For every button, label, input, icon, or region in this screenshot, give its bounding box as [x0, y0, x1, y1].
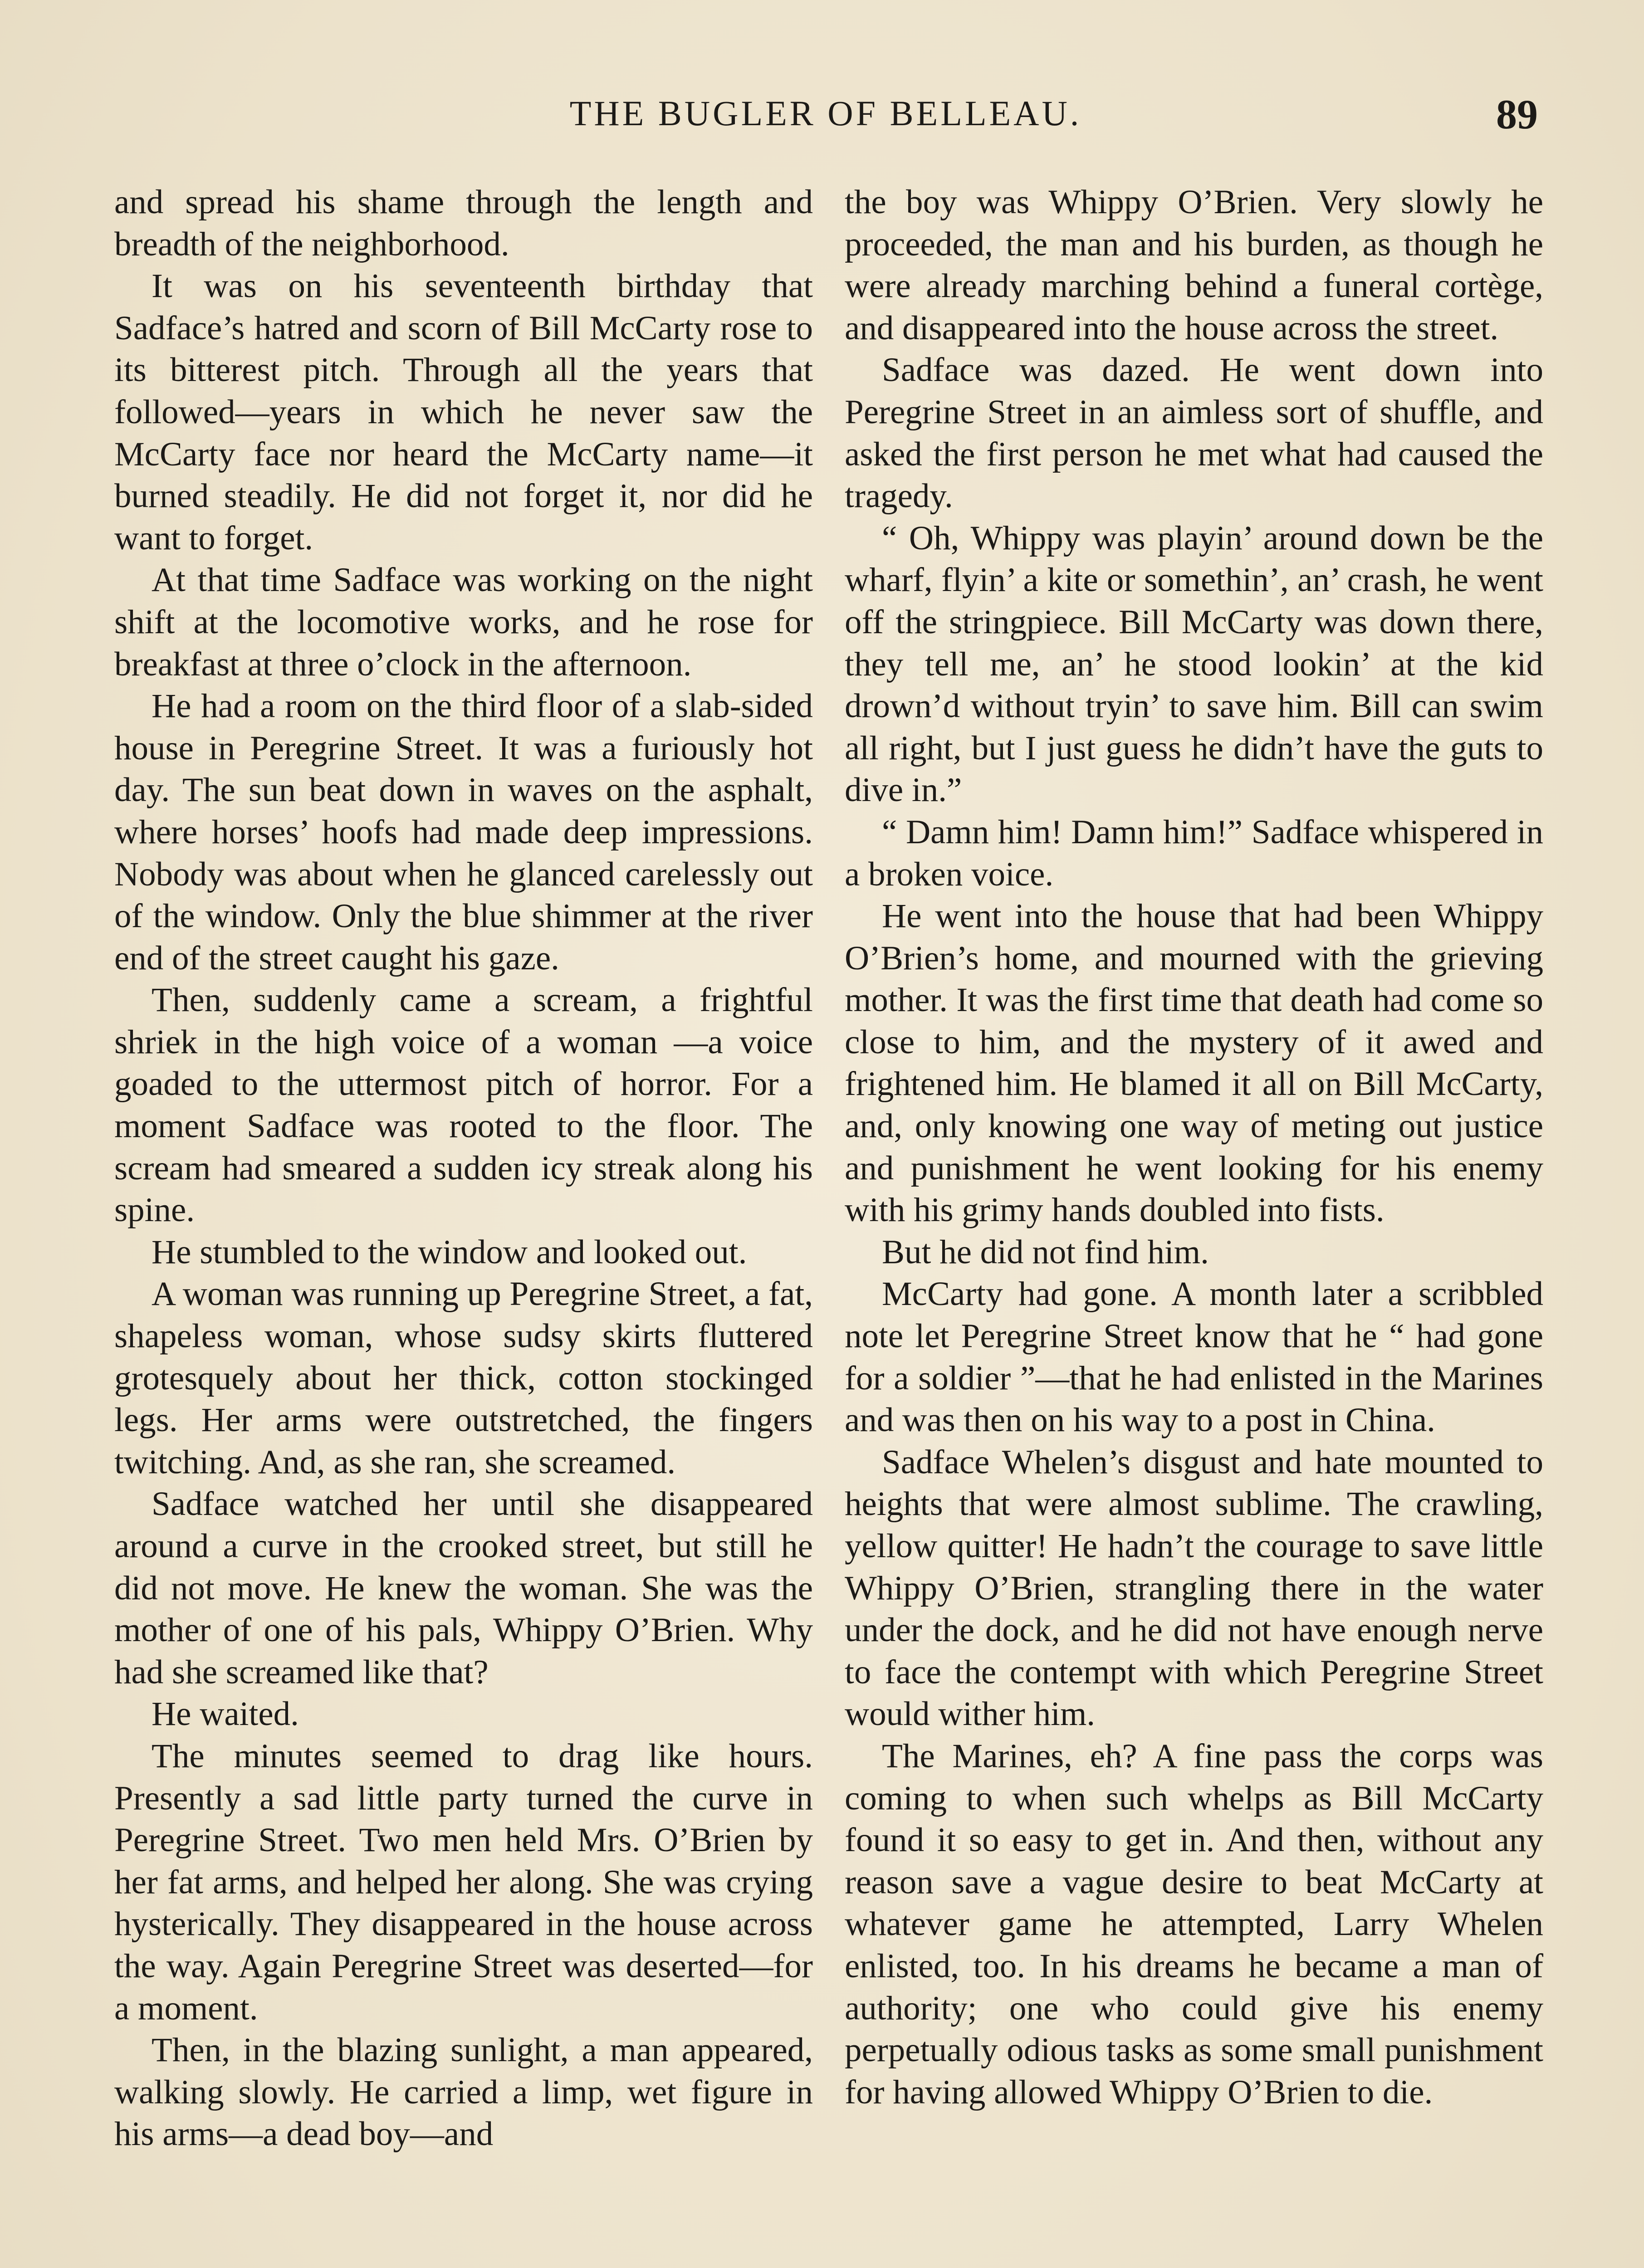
paragraph: He waited. — [152, 1695, 299, 1733]
paragraph: At that time Sadface was working on the night shift at the locomotive works, and he rose for breakfast at three o’clock in the afternoon. — [114, 561, 813, 683]
paragraph: He had a room on the third floor of a slab-sided house in Peregrine Street. It was a furiously hot day. The sun beat down in waves on the asphalt, where horses’ hoofs had made deep impressions. Nobody was about when he glanced carelessly out of the window. Only the blue shimmer at the river end of the street caught his gaze. — [114, 687, 813, 977]
page-number: 89 — [1496, 91, 1538, 137]
paragraph: Sadface was dazed. He went down into Peregrine Street in an aimless sort of shuffle, and asked the first person he met what had caused the tragedy. — [845, 351, 1543, 515]
paragraph: He went into the house that had been Whippy O’Brien’s home, and mourned with the grieving mother. It was the first time that death had come so close to him, and the mystery of it awed and frightened him. He blamed it all on Bill McCarty, and, only knowing one way of meting out justice and punishment he went looking for his enemy with his grimy hands doubled into fists. — [845, 897, 1543, 1229]
paragraph: The minutes seemed to drag like hours. Presently a sad little party turned the curve in Peregrine Street. Two men held Mrs. O’Brien by her fat arms, and helped her along. She was crying hysterically. They disappeared in the house across the way. Again Peregrine Street was deserted—for a moment. — [114, 1737, 813, 2027]
paragraph: the boy was Whippy O’Brien. Very slowly he proceeded, the man and his burden, as though he were already marching behind a funeral cortège, and disappeared into the house across the street. — [845, 183, 1543, 347]
paragraph: “ Damn him! Damn him!” Sadface whispered in a broken voice. — [845, 813, 1543, 893]
paragraph: The Marines, eh? A fine pass the corps was coming to when such whelps as Bill McCarty found it so easy to get in. And then, without any reason save a vague desire to beat McCarty at whatever game he attempted, Larry Whelen enlisted, too. In his dreams he became a man of authority; one who could give his enemy perpetually odious tasks as some small punishment for having allowed Whippy O’Brien to die. — [845, 1737, 1543, 2111]
running-title: THE BUGLER OF BELLEAU. — [569, 93, 1082, 133]
paragraph: But he did not find him. — [882, 1233, 1209, 1271]
paragraph: Sadface watched her until she disappeared around a curve in the crooked street, but still he did not move. He knew the woman. She was the mother of one of his pals, Whippy O’Brien. Why had she screamed like that? — [114, 1485, 813, 1691]
paragraph: It was on his seventeenth birthday that Sadface’s hatred and scorn of Bill McCarty rose to its bitterest pitch. Through all the years that followed—years in which he never saw the McCarty face nor heard the McCarty name—it burned steadily. He did not forget it, nor did he want to forget. — [114, 267, 813, 557]
paragraph: and spread his shame through the length and breadth of the neighborhood. — [114, 183, 813, 263]
paragraph: He stumbled to the window and looked out. — [152, 1233, 747, 1271]
paragraph: A woman was running up Peregrine Street, a fat, shapeless woman, whose sudsy skirts fluttered grotesquely about her thick, cotton stockinged legs. Her arms were outstretched, the fingers twitching. And, as she ran, she screamed. — [114, 1275, 813, 1481]
paragraph: “ Oh, Whippy was playin’ around down be the wharf, flyin’ a kite or somethin’, an’ crash, he went off the stringpiece. Bill McCarty was down there, they tell me, an’ he stood lookin’ at the kid drown’d without tryin’ to save him. Bill can swim all right, but I just guess he didn’t have the guts to dive in.” — [845, 519, 1543, 809]
paragraph: Then, suddenly came a scream, a frightful shriek in the high voice of a woman —a voice goaded to the uttermost pitch of horror. For a moment Sadface was rooted to the floor. The scream had smeared a sudden icy streak along his spine. — [114, 981, 813, 1229]
paragraph: Then, in the blazing sunlight, a man appeared, walking slowly. He carried a limp, wet figure in his arms—a dead boy—and — [114, 2031, 813, 2153]
page-header — [109, 93, 1542, 143]
paragraph: McCarty had gone. A month later a scribbled note let Peregrine Street know that he “ had gone for a soldier ”—that he had enlisted in the Marines and was then on his way to a post in China. — [845, 1275, 1543, 1439]
left-column — [114, 181, 813, 2156]
paragraph: Sadface Whelen’s disgust and hate mounted to heights that were almost sublime. The crawling, yellow quitter! He hadn’t the courage to save little Whippy O’Brien, strangling there in the water under the dock, and he did not have enough nerve to face the contempt with which Peregrine Street would wither him. — [845, 1443, 1543, 1733]
right-column — [845, 181, 1543, 2113]
